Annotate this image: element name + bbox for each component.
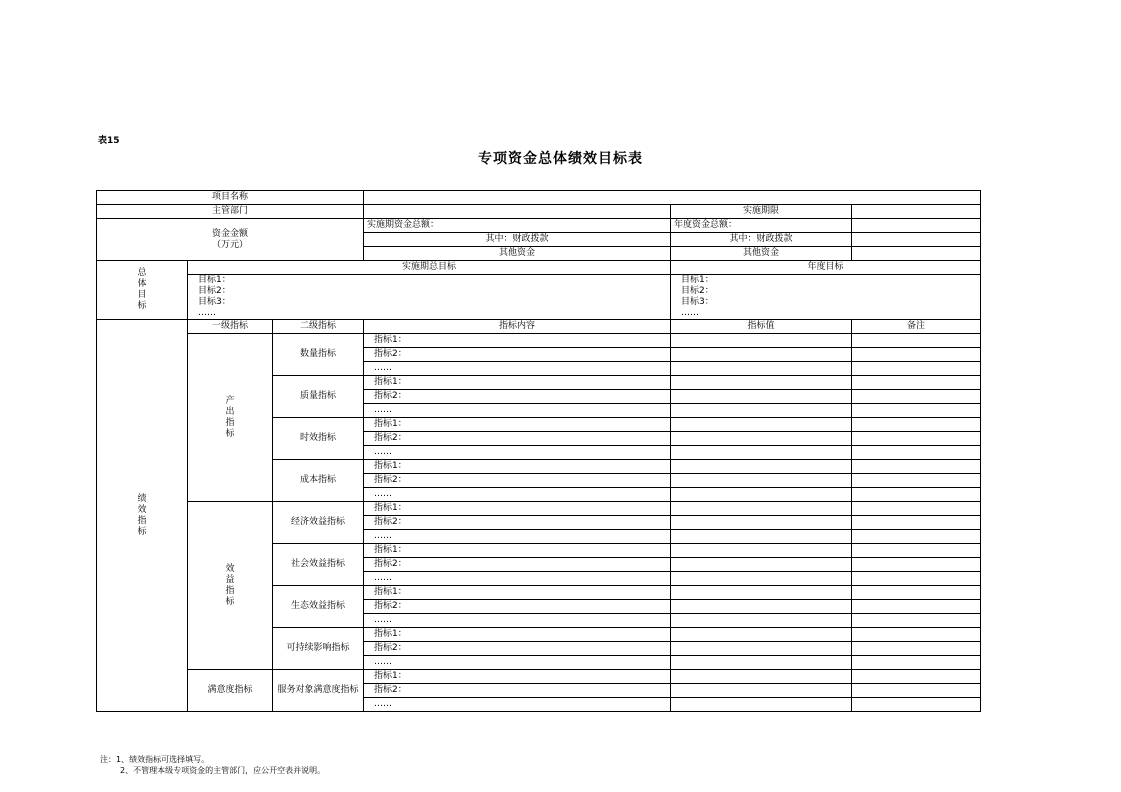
department-value[interactable]: [364, 205, 671, 219]
indicator-content[interactable]: 指标2：: [364, 348, 671, 362]
indicator-content[interactable]: 指标1：: [364, 376, 671, 390]
level2-indicator: 生态效益指标: [273, 586, 364, 628]
indicator-remark[interactable]: [852, 656, 981, 670]
department-label: 主管部门: [97, 205, 364, 219]
level2-header: 二级指标: [273, 320, 364, 334]
level2-indicator: 质量指标: [273, 376, 364, 418]
indicator-remark[interactable]: [852, 348, 981, 362]
indicator-row: [97, 334, 981, 348]
indicator-remark[interactable]: [852, 334, 981, 348]
level2-indicator: 服务对象满意度指标: [273, 670, 364, 712]
indicator-value[interactable]: [671, 334, 852, 348]
level2-indicator: 数量指标: [273, 334, 364, 376]
indicator-value[interactable]: [671, 348, 852, 362]
indicator-value[interactable]: [671, 432, 852, 446]
level1-indicator-text: 产出指标: [225, 395, 235, 439]
indicator-remark[interactable]: [852, 586, 981, 600]
overall-goal-label-text: 总体目标: [137, 268, 147, 311]
indicator-content[interactable]: ……: [364, 404, 671, 418]
indicator-remark[interactable]: [852, 642, 981, 656]
indicator-value[interactable]: [671, 418, 852, 432]
indicator-value[interactable]: [671, 376, 852, 390]
level2-indicator: 可持续影响指标: [273, 628, 364, 670]
performance-indicator-label: [97, 320, 188, 712]
indicator-value[interactable]: [671, 600, 852, 614]
indicator-remark[interactable]: [852, 432, 981, 446]
indicator-value[interactable]: [671, 670, 852, 684]
footnotes: [100, 754, 325, 776]
overall-goal-label: [97, 261, 188, 320]
indicator-content[interactable]: 指标1：: [364, 502, 671, 516]
period-goal-header: 实施期总目标: [188, 261, 671, 275]
indicator-content[interactable]: 指标1：: [364, 628, 671, 642]
level2-indicator: 社会效益指标: [273, 544, 364, 586]
indicator-value[interactable]: [671, 614, 852, 628]
level1-indicator: [188, 670, 273, 712]
indicator-content[interactable]: 指标2：: [364, 642, 671, 656]
total-annual-value[interactable]: [852, 219, 981, 233]
indicator-content[interactable]: 指标1：: [364, 670, 671, 684]
indicator-value[interactable]: [671, 642, 852, 656]
period-goal-content[interactable]: [188, 275, 671, 320]
fiscal-label-annual: 其中：财政拨款: [671, 233, 852, 247]
project-name-value[interactable]: [364, 191, 981, 205]
indicator-content[interactable]: 指标2：: [364, 432, 671, 446]
indicator-content[interactable]: 指标2：: [364, 600, 671, 614]
period-label: 实施期限: [671, 205, 852, 219]
other-label-annual: 其他资金: [671, 247, 852, 261]
indicator-value[interactable]: [671, 544, 852, 558]
footnote-2: 2、不管理本级专项资金的主管部门，应公开空表并说明。: [120, 766, 326, 775]
indicator-remark[interactable]: [852, 600, 981, 614]
level1-indicator-text: 满意度指标: [207, 685, 253, 695]
indicator-content[interactable]: ……: [364, 530, 671, 544]
level2-indicator: 时效指标: [273, 418, 364, 460]
indicator-content[interactable]: ……: [364, 488, 671, 502]
indicator-value[interactable]: [671, 404, 852, 418]
indicator-remark[interactable]: [852, 502, 981, 516]
indicator-value[interactable]: [671, 558, 852, 572]
indicator-remark[interactable]: [852, 572, 981, 586]
level1-indicator: [188, 334, 273, 502]
level2-indicator: 经济效益指标: [273, 502, 364, 544]
indicator-remark[interactable]: [852, 418, 981, 432]
indicator-value[interactable]: [671, 698, 852, 712]
total-annual-label: 年度资金总额：: [671, 219, 852, 233]
indicator-content[interactable]: 指标1：: [364, 544, 671, 558]
indicator-content[interactable]: ……: [364, 362, 671, 376]
indicator-remark[interactable]: [852, 390, 981, 404]
annual-goal-header: 年度目标: [671, 261, 981, 275]
indicator-content[interactable]: ……: [364, 698, 671, 712]
funds-label: [97, 219, 364, 261]
indicator-remark[interactable]: [852, 488, 981, 502]
indicator-remark[interactable]: [852, 446, 981, 460]
period-goal-item: 目标1：: [198, 275, 231, 285]
table-number: 表15: [98, 136, 120, 146]
indicator-content[interactable]: 指标1：: [364, 334, 671, 348]
indicator-value[interactable]: [671, 628, 852, 642]
indicator-remark[interactable]: [852, 460, 981, 474]
indicator-content[interactable]: ……: [364, 614, 671, 628]
indicator-value[interactable]: [671, 516, 852, 530]
indicator-content[interactable]: ……: [364, 656, 671, 670]
indicator-remark[interactable]: [852, 516, 981, 530]
indicator-value[interactable]: [671, 656, 852, 670]
annual-goal-item: 目标2：: [681, 286, 714, 296]
remark-header: 备注: [852, 320, 981, 334]
indicator-remark[interactable]: [852, 628, 981, 642]
indicator-value[interactable]: [671, 530, 852, 544]
indicator-value[interactable]: [671, 362, 852, 376]
footnote-1: 注：1、绩效指标可选择填写。: [100, 755, 210, 764]
indicator-content[interactable]: ……: [364, 572, 671, 586]
level2-indicator: 成本指标: [273, 460, 364, 502]
indicator-value[interactable]: [671, 474, 852, 488]
indicator-content[interactable]: 指标2：: [364, 390, 671, 404]
total-period-label: 实施期资金总额：: [364, 219, 671, 233]
level1-indicator: [188, 502, 273, 670]
indicator-remark[interactable]: [852, 376, 981, 390]
period-goal-item: 目标2：: [198, 286, 231, 296]
indicator-row: [97, 502, 981, 516]
indicator-value[interactable]: [671, 390, 852, 404]
indicator-remark[interactable]: [852, 614, 981, 628]
indicator-content[interactable]: 指标1：: [364, 586, 671, 600]
indicator-content[interactable]: 指标2：: [364, 684, 671, 698]
indicator-remark[interactable]: [852, 684, 981, 698]
indicator-content[interactable]: ……: [364, 446, 671, 460]
level1-header: 一级指标: [188, 320, 273, 334]
period-goal-item: ……: [198, 308, 216, 318]
indicator-content[interactable]: 指标2：: [364, 558, 671, 572]
fiscal-value-annual[interactable]: [852, 233, 981, 247]
annual-goal-item: 目标3：: [681, 297, 714, 307]
indicator-content[interactable]: 指标2：: [364, 474, 671, 488]
indicator-content[interactable]: 指标1：: [364, 460, 671, 474]
indicator-content[interactable]: 指标2：: [364, 516, 671, 530]
indicator-remark[interactable]: [852, 544, 981, 558]
annual-goal-content[interactable]: [671, 275, 981, 320]
indicator-value[interactable]: [671, 460, 852, 474]
funds-label-text: 资金金额 （万元）: [212, 228, 249, 250]
performance-indicator-label-text: 绩效指标: [137, 493, 147, 537]
other-label-period: 其他资金: [364, 247, 671, 261]
value-header: 指标值: [671, 320, 852, 334]
indicator-remark[interactable]: [852, 670, 981, 684]
page-title: 专项资金总体绩效目标表: [478, 151, 643, 167]
indicator-content[interactable]: 指标1：: [364, 418, 671, 432]
level1-indicator-text: 效益指标: [225, 563, 235, 607]
project-name-label: 项目名称: [97, 191, 364, 205]
indicator-value[interactable]: [671, 684, 852, 698]
indicator-value[interactable]: [671, 572, 852, 586]
indicator-value[interactable]: [671, 502, 852, 516]
other-value-annual[interactable]: [852, 247, 981, 261]
annual-goal-item: ……: [681, 308, 700, 318]
indicator-remark[interactable]: [852, 474, 981, 488]
content-header: 指标内容: [364, 320, 671, 334]
indicator-remark[interactable]: [852, 558, 981, 572]
performance-goal-table: [96, 190, 981, 712]
indicator-remark[interactable]: [852, 530, 981, 544]
indicator-value[interactable]: [671, 488, 852, 502]
indicator-remark[interactable]: [852, 362, 981, 376]
indicator-row: [97, 670, 981, 684]
indicator-remark[interactable]: [852, 404, 981, 418]
indicator-remark[interactable]: [852, 698, 981, 712]
period-value[interactable]: [852, 205, 981, 219]
fiscal-label-period: 其中：财政拨款: [364, 233, 671, 247]
period-goal-item: 目标3：: [198, 297, 231, 307]
indicator-value[interactable]: [671, 446, 852, 460]
annual-goal-item: 目标1：: [681, 275, 714, 285]
indicator-value[interactable]: [671, 586, 852, 600]
